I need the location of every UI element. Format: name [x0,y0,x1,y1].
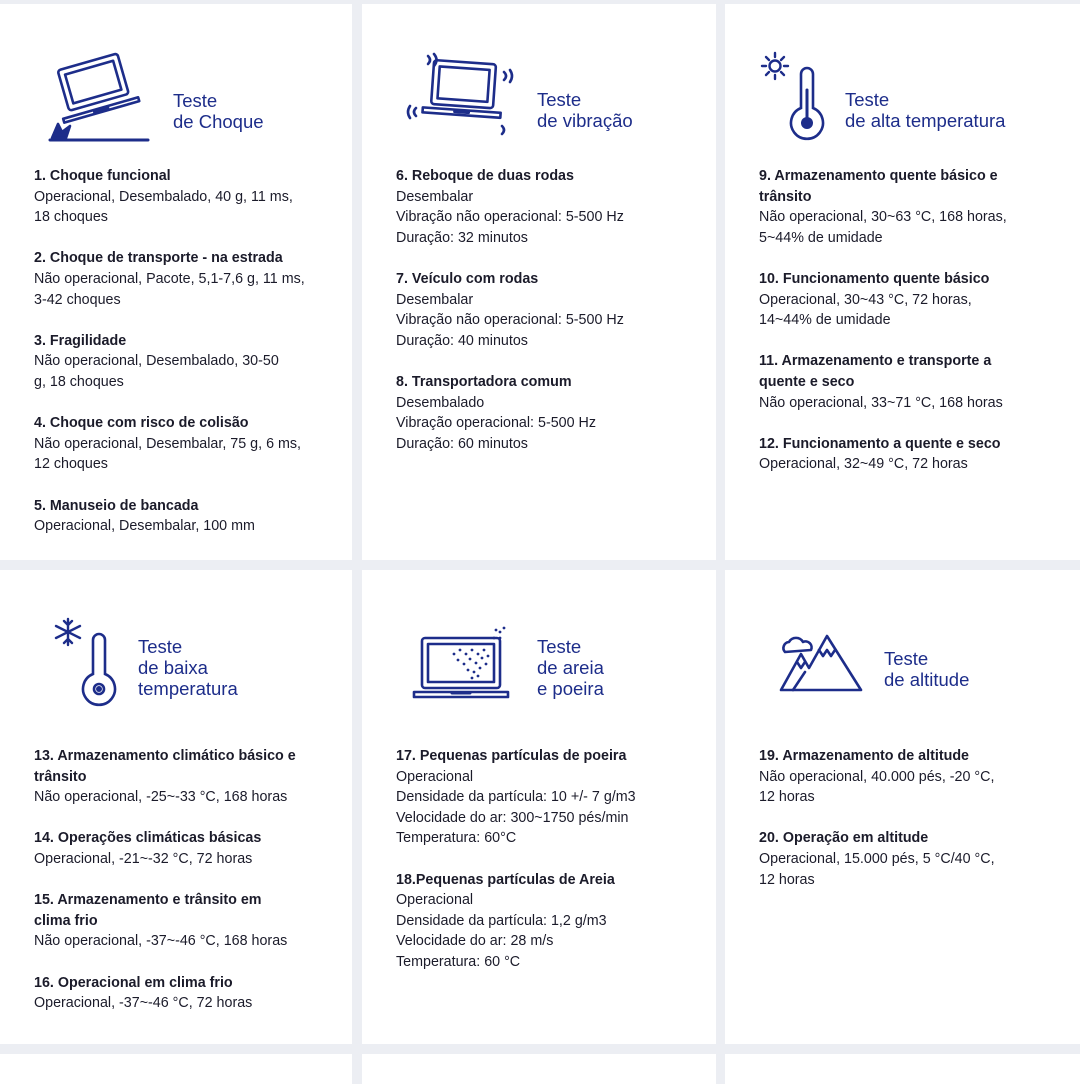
test-list [396,166,702,475]
item-heading: 17. Pequenas partículas de poeira [396,748,627,764]
test-list [396,746,702,993]
item-detail: 14~44% de umidade [759,312,891,329]
sand-dust-test-card [362,570,716,1044]
item-detail: Duração: 32 minutos [396,229,528,246]
item-detail: 3-42 choques [34,291,121,308]
section-title: Teste de Choque [173,90,264,132]
item-detail: Não operacional, 33~71 °C, 168 horas [759,394,1003,411]
thermometer-snowflake-icon [52,616,122,711]
list-item [396,269,702,351]
item-detail: Operacional, 32~49 °C, 72 horas [759,456,968,473]
list-item [34,973,338,1014]
test-list [34,746,338,1034]
item-detail: Operacional [396,892,474,909]
item-detail: Desembalar [396,291,474,308]
item-detail: Velocidade do ar: 28 m/s [396,933,554,950]
item-detail: Desembalar [396,188,474,205]
mountain-cloud-icon [779,630,865,696]
item-heading: 6. Reboque de duas rodas [396,168,574,184]
item-detail: 12 horas [759,871,815,888]
item-detail: Não operacional, 30~63 °C, 168 horas, [759,209,1007,226]
list-item [34,166,338,228]
item-detail: 5~44% de umidade [759,229,883,246]
item-heading: 5. Manuseio de bancada [34,497,199,514]
laptop-drop-icon [44,50,154,145]
item-detail: Densidade da partícula: 10 +/- 7 g/m3 [396,789,636,806]
item-heading: 12. Funcionamento a quente e seco [759,435,1001,452]
section-title: Teste de altitude [884,648,970,690]
item-heading: 10. Funcionamento quente básico [759,270,990,287]
item-detail: Operacional, 30~43 °C, 72 horas, [759,291,972,308]
shock-test-card [0,4,352,560]
item-heading: 3. Fragilidade [34,332,127,349]
laptop-dust-icon [410,626,510,701]
section-title: Teste de baixa temperatura [138,636,238,699]
item-detail: 12 horas [759,789,815,806]
test-list [759,746,1066,911]
list-item [34,248,338,310]
test-list [34,166,338,557]
item-detail: Não operacional, -25~-33 °C, 168 horas [34,789,288,806]
item-detail: Duração: 60 minutos [396,435,528,452]
item-heading: 1. Choque funcional [34,168,171,184]
item-detail: Não operacional, 40.000 pés, -20 °C, [759,768,995,785]
list-item [759,434,1066,475]
item-heading: 8. Transportadora comum [396,373,572,390]
section-title: Teste de alta temperatura [845,89,1006,131]
item-heading: 13. Armazenamento climático básico e trânsito [34,748,296,785]
list-item [34,331,338,393]
item-detail: Vibração não operacional: 5-500 Hz [396,209,624,226]
item-detail: g, 18 choques [34,373,124,390]
item-detail: Não operacional, Desembalado, 30-50 [34,353,279,370]
item-detail: Vibração não operacional: 5-500 Hz [396,312,624,329]
item-detail: Não operacional, Desembalar, 75 g, 6 ms, [34,435,302,452]
item-heading: 14. Operações climáticas básicas [34,830,262,847]
section-title: Teste de areia e poeira [537,636,604,699]
list-item [396,870,702,973]
item-detail: Temperatura: 60°C [396,830,517,847]
list-item [759,269,1066,331]
item-heading: 7. Veículo com rodas [396,270,539,287]
list-item [34,746,338,808]
item-detail: Velocidade do ar: 300~1750 pés/min [396,809,629,826]
low-temperature-test-card [0,570,352,1044]
item-detail: Densidade da partícula: 1,2 g/m3 [396,912,607,929]
high-temperature-test-card [725,4,1080,560]
item-heading: 4. Choque com risco de colisão [34,415,249,432]
list-item [34,413,338,475]
list-item [396,372,702,454]
item-detail: Operacional, -21~-32 °C, 72 horas [34,850,253,867]
item-detail: Vibração operacional: 5-500 Hz [396,415,597,432]
list-item [396,746,702,849]
item-detail: Não operacional, -37~-46 °C, 168 horas [34,933,288,950]
altitude-test-card [725,570,1080,1044]
item-detail: Operacional, Desembalado, 40 g, 11 ms, [34,188,293,205]
item-heading: 16. Operacional em clima frio [34,974,233,991]
list-item [396,166,702,248]
item-detail: Operacional, 15.000 pés, 5 °C/40 °C, [759,850,995,867]
item-detail: Temperatura: 60 °C [396,953,521,970]
vibration-test-card [362,4,716,560]
test-list [759,166,1066,496]
item-detail: Operacional, Desembalar, 100 mm [34,518,255,535]
item-heading: 11. Armazenamento e transporte a quente e seco [759,353,992,390]
list-item [759,828,1066,890]
item-detail: Operacional, -37~-46 °C, 72 horas [34,995,253,1012]
item-heading: 19. Armazenamento de altitude [759,748,970,764]
item-heading: 20. Operação em altitude [759,830,929,847]
item-detail: Não operacional, Pacote, 5,1-7,6 g, 11 ms, [34,270,305,287]
list-item [34,828,338,869]
list-item [759,166,1066,248]
item-heading: 2. Choque de transporte - na estrada [34,250,283,267]
item-detail: Duração: 40 minutos [396,332,528,349]
item-detail: Desembalado [396,394,485,411]
thermometer-sun-icon [759,50,829,145]
item-detail: 12 choques [34,456,108,473]
item-detail: Operacional [396,768,474,785]
section-title: Teste de vibração [537,89,633,131]
list-item [759,351,1066,413]
item-heading: 15. Armazenamento e trânsito em clima frio [34,892,262,929]
item-heading: 9. Armazenamento quente básico e trânsito [759,168,998,205]
laptop-vibration-icon [406,52,516,137]
item-detail: 18 choques [34,209,108,226]
list-item [759,746,1066,808]
list-item [34,890,338,952]
item-heading: 18.Pequenas partículas de Areia [396,871,615,888]
list-item [34,496,338,537]
